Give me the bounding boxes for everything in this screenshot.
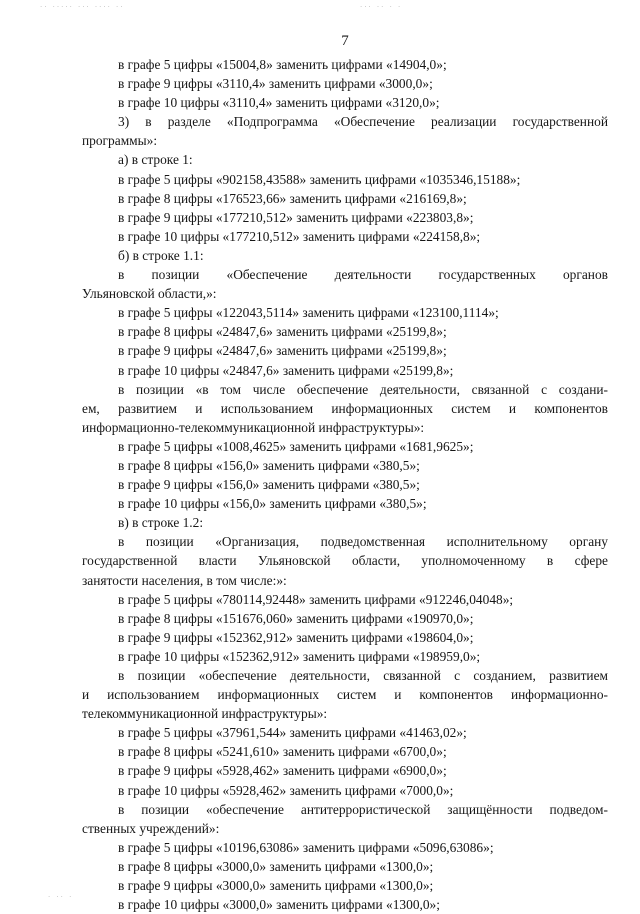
text-line: в позиции «обеспечение деятельности, связанной с созданием, развитием	[118, 668, 608, 683]
text-line: в графе 5 цифры «902158,43588» заменить цифрами «1035346,15188»;	[118, 171, 521, 187]
text-line: государственной власти Ульяновской области, уполномоченному в сфере	[82, 553, 608, 569]
scan-artifact: · ·· ·	[48, 893, 74, 901]
text-line: 3) в разделе «Подпрограмма «Обеспечение реализации государственной	[118, 114, 608, 130]
text-line: в графе 10 цифры «152362,912» заменить цифрами «198959,0»;	[118, 648, 481, 664]
text-line: в графе 9 цифры «5928,462» заменить цифрами «6900,0»;	[118, 763, 447, 779]
text-line: в графе 8 цифры «24847,6» заменить цифрами «25199,8»;	[118, 324, 447, 340]
text-line: в графе 5 цифры «1008,4625» заменить цифрами «1681,9625»;	[118, 438, 474, 454]
text-line: Ульяновской области,»:	[82, 286, 217, 302]
page-number: 7	[341, 33, 349, 49]
text-line: в графе 8 цифры «3000,0» заменить цифрами «1300,0»;	[118, 858, 434, 874]
text-line: в графе 9 цифры «3000,0» заменить цифрами «1300,0»;	[118, 878, 434, 894]
text-line: в графе 9 цифры «177210,512» заменить цифрами «223803,8»;	[118, 209, 474, 225]
text-line: в позиции «в том числе обеспечение деятельности, связанной с создани-	[118, 381, 608, 397]
text-line: в позиции «Обеспечение деятельности государственных органов	[118, 267, 608, 283]
text-line: в) в строке 1.2:	[118, 515, 204, 531]
text-line: в графе 5 цифры «10196,63086» заменить цифрами «5096,63086»;	[118, 839, 494, 855]
text-line: в позиции «обеспечение антитеррористической защищённости подведом-	[118, 801, 608, 817]
text-line: в графе 9 цифры «152362,912» заменить цифрами «198604,0»;	[118, 629, 474, 645]
text-line: ем, развитием и использованием информационных систем и компонентов	[82, 400, 608, 416]
text-line: в графе 8 цифры «176523,66» заменить цифрами «216169,8»;	[118, 190, 467, 206]
scan-artifact: ·· ····· ··· ···· ··	[40, 3, 125, 11]
text-line: занятости населения, в том числе:»:	[82, 572, 287, 588]
text-line: а) в строке 1:	[118, 152, 193, 168]
text-line: в графе 10 цифры «156,0» заменить цифрами «380,5»;	[118, 496, 427, 512]
text-line: в графе 10 цифры «3110,4» заменить цифрами «3120,0»;	[118, 95, 440, 111]
text-line: в позиции «Организация, подведомственная исполнительному органу	[118, 534, 608, 550]
text-line: в графе 5 цифры «122043,5114» заменить цифрами «123100,1114»;	[118, 305, 499, 321]
text-line: ственных учреждений»:	[82, 820, 220, 836]
text-line: телекоммуникационной инфраструктуры»:	[82, 706, 328, 722]
text-line: в графе 10 цифры «24847,6» заменить цифрами «25199,8»;	[118, 362, 454, 378]
text-line: в графе 5 цифры «780114,92448» заменить цифрами «912246,04048»;	[118, 591, 514, 607]
text-line: в графе 9 цифры «3110,4» заменить цифрами «3000,0»;	[118, 76, 433, 92]
document-body	[82, 55, 608, 914]
text-line: в графе 8 цифры «156,0» заменить цифрами «380,5»;	[118, 457, 420, 473]
text-line: б) в строке 1.1:	[118, 247, 204, 263]
text-line: в графе 9 цифры «24847,6» заменить цифрами «25199,8»;	[118, 343, 447, 359]
text-line: и использованием информационных систем и компонентов информационно-	[82, 687, 608, 703]
text-line: информационно-телекоммуникационной инфраструктуры»:	[82, 419, 425, 435]
text-line: в графе 9 цифры «156,0» заменить цифрами «380,5»;	[118, 477, 420, 493]
text-line: в графе 10 цифры «5928,462» заменить цифрами «7000,0»;	[118, 782, 454, 798]
text-line: программы»:	[82, 133, 158, 149]
text-line: в графе 5 цифры «15004,8» заменить цифрами «14904,0»;	[118, 57, 447, 72]
text-line: в графе 8 цифры «5241,610» заменить цифрами «6700,0»;	[118, 744, 447, 760]
text-line: в графе 5 цифры «37961,544» заменить цифрами «41463,02»;	[118, 725, 467, 741]
text-line: в графе 10 цифры «177210,512» заменить цифрами «224158,8»;	[118, 228, 481, 244]
text-line: в графе 10 цифры «3000,0» заменить цифрами «1300,0»;	[118, 897, 440, 913]
scan-artifact: ··· ·· · ·	[360, 3, 403, 11]
text-line: в графе 8 цифры «151676,060» заменить цифрами «190970,0»;	[118, 610, 474, 626]
